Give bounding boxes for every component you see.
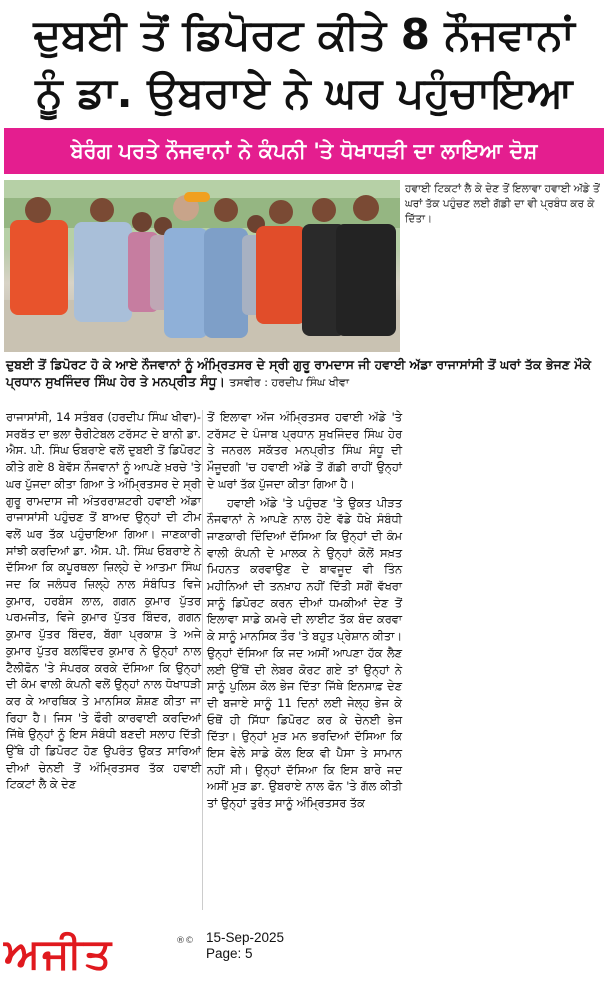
- group-photo-illustration: [4, 180, 400, 352]
- logo-text: ਅਜੀਤ: [4, 929, 114, 978]
- headline-line-1: ਦੁਬਈ ਤੋਂ ਡਿਪੋਰਟ ਕੀਤੇ 8 ਨੌਜਵਾਨਾਂ: [33, 10, 575, 59]
- article-paragraph: ਹਵਾਈ ਅੱਡੇ 'ਤੇ ਪਹੁੰਚਣ 'ਤੇ ਉਕਤ ਪੀੜਤ ਨੌਜਵਾਨਾਂ ਨੇ ਆਪਣੇ ਨਾਲ ਹੋਏ ਵੱਡੇ ਧੋਖੇ ਸੰਬੰਧੀ ਜਾਣਕਾਰੀ ਦਿੰਦਿਆਂ ਦੱਸਿਆ ਕਿ ਉਨ੍ਹਾਂ ਦੀ ਕੰਮ ਵਾਲੀ ਕੰਪਨੀ ਦੇ ਮਾਲਕ ਨੇ ਉਨ੍ਹਾਂ ਕੋਲੋਂ ਸਖ਼ਤ ਮਿਹਨਤ ਕਰਵਾਉਣ ਦੇ ਬਾਵਜੂਦ ਵੀ ਤਿੰਨ ਮਹੀਨਿਆਂ ਦੀ ਤਨਖ਼ਾਹ ਨਹੀਂ ਦਿੱਤੀ ਸਗੋਂ ਵੱਖਰਾ ਸਾਨੂੰ ਡਿਪੋਰਟ ਕਰਨ ਦੀਆਂ ਧਮਕੀਆਂ ਦੇਣ ਤੋਂ ਇਲਾਵਾ ਸਾਡੇ ਕਮਰੇ ਦੀ ਲਾਈਟ ਤੱਕ ਬੰਦ ਕਰਵਾ ਕੇ ਸਾਨੂੰ ਮਾਨਸਿਕ ਤੌਰ 'ਤੇ ਬਹੁਤ ਪ੍ਰੇਸ਼ਾਨ ਕੀਤਾ। ਉਨ੍ਹਾਂ ਦੱਸਿਆ ਕਿ ਜਦ ਅਸੀਂ ਆਪਣਾ ਹੱਕ ਲੈਣ ਲਈ ਉੱਥੋਂ ਦੀ ਲੇਬਰ ਕੋਰਟ ਗਏ ਤਾਂ ਉਨ੍ਹਾਂ ਨੇ ਸਾਨੂੰ ਪੁਲਿਸ ਕੋਲ ਭੇਜ ਦਿੱਤਾ ਜਿੱਥੇ ਇਨਸਾਫ਼ ਦੇਣ ਦੀ ਬਜਾਏ ਸਾਨੂੰ 11 ਦਿਨਾਂ ਲਈ ਜੇਲ੍ਹ ਭੇਜ ਕੇ ਓਥੋਂ ਹੀ ਸਿੱਧਾ ਡਿਪੋਰਟ ਕਰ ਕੇ ਚੇਨਈ ਭੇਜ ਦਿੱਤਾ। ਉਨ੍ਹਾਂ ਮੁੜ ਮਨ ਭਰਦਿਆਂ ਦੱਸਿਆ ਕਿ ਇਸ ਵੇਲੇ ਸਾਡੇ ਕੋਲ ਇਕ ਵੀ ਪੈਸਾ ਤੇ ਸਾਮਾਨ ਨਹੀਂ ਸੀ। ਉਨ੍ਹਾਂ ਦੱਸਿਆ ਕਿ ਇਸ ਬਾਰੇ ਜਦ ਅਸੀਂ ਮੁੜ ਡਾ. ਉਬਰਾਏ ਨਾਲ ਫੋਨ 'ਤੇ ਗੱਲ ਕੀਤੀ ਤਾਂ ਉਨ੍ਹਾਂ ਤੁਰੰਤ ਸਾਨੂੰ ਅੰਮ੍ਰਿਤਸਰ ਤੱਕ: [207, 496, 402, 811]
- newspaper-logo: [4, 930, 194, 978]
- headline-line-2: ਨੂੰ ਡਾ. ਉਬਰਾਏ ਨੇ ਘਰ ਪਹੁੰਚਾਇਆ: [35, 68, 573, 117]
- article-paragraph: ਤੋਂ ਇਲਾਵਾ ਅੱਜ ਅੰਮ੍ਰਿਤਸਰ ਹਵਾਈ ਅੱਡੇ 'ਤੇ ਟਰੱਸਟ ਦੇ ਪੰਜਾਬ ਪ੍ਰਧਾਨ ਸੁਖਜਿੰਦਰ ਸਿੰਘ ਹੇਰ ਤੇ ਜਨਰਲ ਸਕੱਤਰ ਮਨਪ੍ਰੀਤ ਸਿੰਘ ਸੰਧੂ ਦੀ ਮੌਜੂਦਗੀ 'ਚ ਹਵਾਈ ਅੱਡੇ ਤੋਂ ਗੱਡੀ ਰਾਹੀਂ ਉਨ੍ਹਾਂ ਦੇ ਘਰਾਂ ਤੱਕ ਪੁੱਜਦਾ ਕੀਤਾ ਗਿਆ ਹੈ।: [207, 411, 402, 491]
- photo-credit: ਤਸਵੀਰ : ਹਰਦੀਪ ਸਿੰਘ ਖੀਵਾ: [229, 376, 350, 389]
- article-column-1: [6, 410, 201, 796]
- article-paragraph: ਰਾਜਾਸਾਂਸੀ, 14 ਸਤੰਬਰ (ਹਰਦੀਪ ਸਿੰਘ ਖੀਵਾ)-ਸਰਬੱਤ ਦਾ ਭਲਾ ਚੈਰੀਟੇਬਲ ਟਰੱਸਟ ਦੇ ਬਾਨੀ ਡਾ. ਐਸ. ਪੀ. ਸਿੰਘ ਓਬਰਾਏ ਵਲੋਂ ਦੁਬਈ ਤੋਂ ਡਿਪੋਰਟ ਕੀਤੇ ਗਏ 8 ਬੇਵੱਸ ਨੌਜਵਾਨਾਂ ਨੂੰ ਆਪਣੇ ਖ਼ਰਚੇ 'ਤੇ ਘਰ ਪੁੱਜਦਾ ਕੀਤਾ ਗਿਆ ਤੇ ਅੰਮ੍ਰਿਤਸਰ ਦੇ ਸ੍ਰੀ ਗੁਰੂ ਰਾਮਦਾਸ ਜੀ ਅੰਤਰਰਾਸ਼ਟਰੀ ਹਵਾਈ ਅੱਡਾ ਰਾਜਾਸਾਂਸੀ ਪਹੁੰਚਣ ਤੋਂ ਬਾਅਦ ਉਨ੍ਹਾਂ ਦੀ ਟੀਮ ਵਲੋਂ ਘਰ ਤੱਕ ਪਹੁੰਚਾਇਆ ਗਿਆ। ਜਾਣਕਾਰੀ ਸਾਂਝੀ ਕਰਦਿਆਂ ਡਾ. ਐਸ. ਪੀ. ਸਿੰਘ ਓਬਰਾਏ ਨੇ ਦੱਸਿਆ ਕਿ ਕਪੂਰਥਲਾ ਜ਼ਿਲ੍ਹੇ ਦੇ ਆਤਮਾ ਸਿੰਘ ਜਦ ਕਿ ਜਲੰਧਰ ਜ਼ਿਲ੍ਹੇ ਨਾਲ ਸੰਬੰਧਿਤ ਵਿਜੇ ਕੁਮਾਰ, ਹਰਬੰਸ ਲਾਲ, ਗਗਨ ਕੁਮਾਰ ਪੁੱਤਰ ਪਰਮਜੀਤ, ਵਿਜੇ ਕੁਮਾਰ ਪੁੱਤਰ ਬਿੰਦਰ, ਗਗਨ ਕੁਮਾਰ ਪੁੱਤਰ ਬਿੰਦਰ, ਬੱਗਾ ਪ੍ਰਕਾਸ਼ ਤੇ ਅਜੇ ਕੁਮਾਰ ਪੁੱਤਰ ਬਲਵਿੰਦਰ ਕੁਮਾਰ ਨੇ ਉਨ੍ਹਾਂ ਨਾਲ ਟੈਲੀਫੋਨ 'ਤੇ ਸੰਪਰਕ ਕਰਕੇ ਦੱਸਿਆ ਕਿ ਉਨ੍ਹਾਂ ਦੀ ਕੰਮ ਵਾਲੀ ਕੰਪਨੀ ਵਲੋਂ ਉਨ੍ਹਾਂ ਨਾਲ ਧੋਖਾਧੜੀ ਕਰ ਕੇ ਆਰਥਿਕ ਤੇ ਮਾਨਸਿਕ ਸ਼ੋਸ਼ਣ ਕੀਤਾ ਜਾ ਰਿਹਾ ਹੈ। ਜਿਸ 'ਤੇ ਫੌਰੀ ਕਾਰਵਾਈ ਕਰਦਿਆਂ ਜਿੱਥੇ ਉਨ੍ਹਾਂ ਨੂੰ ਇਸ ਸੰਬੰਧੀ ਬਣਦੀ ਸਲਾਹ ਦਿੱਤੀ ਉੱਥੇ ਹੀ ਡਿਪੋਰਟ ਹੋਣ ਉਪਰੰਤ ਉਕਤ ਸਾਰਿਆਂ ਦੀਆਂ ਚੇਨਈ ਤੋਂ ਅੰਮ੍ਰਿਤਸਰ ਤੱਕ ਹਵਾਈ ਟਿਕਟਾਂ ਲੈ ਕੇ ਦੇਣ: [6, 411, 201, 792]
- news-photo: [4, 180, 400, 352]
- side-text: ਹਵਾਈ ਟਿਕਟਾਂ ਲੈ ਕੇ ਦੇਣ ਤੋਂ ਇਲਾਵਾ ਹਵਾਈ ਅੱਡੇ ਤੋਂ ਘਰਾਂ ਤੱਕ ਪਹੁੰਚਣ ਲਈ ਗੱਡੀ ਦਾ ਵੀ ਪ੍ਰਬੰਧ ਕਰ ਕੇ ਦਿੱਤਾ।: [405, 183, 600, 225]
- edition-date: 15-Sep-2025: [206, 930, 285, 945]
- edition-meta: [206, 930, 284, 962]
- caption-text: ਦੁਬਈ ਤੋਂ ਡਿਪੋਰਟ ਹੋ ਕੇ ਆਏ ਨੌਜਵਾਨਾਂ ਨੂੰ ਅੰਮ੍ਰਿਤਸਰ ਦੇ ਸ੍ਰੀ ਗੁਰੂ ਰਾਮਦਾਸ ਜੀ ਹਵਾਈ ਅੱਡਾ ਰਾਜਾਸਾਂਸੀ ਤੋਂ ਘਰਾਂ ਤੱਕ ਭੇਜਣ ਮੌਕੇ ਪ੍ਰਧਾਨ ਸੁਖਜਿੰਦਰ ਸਿੰਘ ਹੇਰ ਤੇ ਮਨਪ੍ਰੀਤ ਸੰਧੂ।: [6, 357, 592, 389]
- photo-caption: [6, 356, 602, 391]
- registered-mark: ®©: [176, 936, 194, 946]
- article-column-2: [207, 410, 402, 815]
- subheadline-banner: ਬੇਰੰਗ ਪਰਤੇ ਨੌਜਵਾਨਾਂ ਨੇ ਕੰਪਨੀ 'ਤੇ ਧੋਖਾਧੜੀ ਦਾ ਲਾਇਆ ਦੋਸ਼: [4, 128, 604, 174]
- column-divider: [202, 410, 203, 910]
- page-number: Page: 5: [206, 946, 253, 961]
